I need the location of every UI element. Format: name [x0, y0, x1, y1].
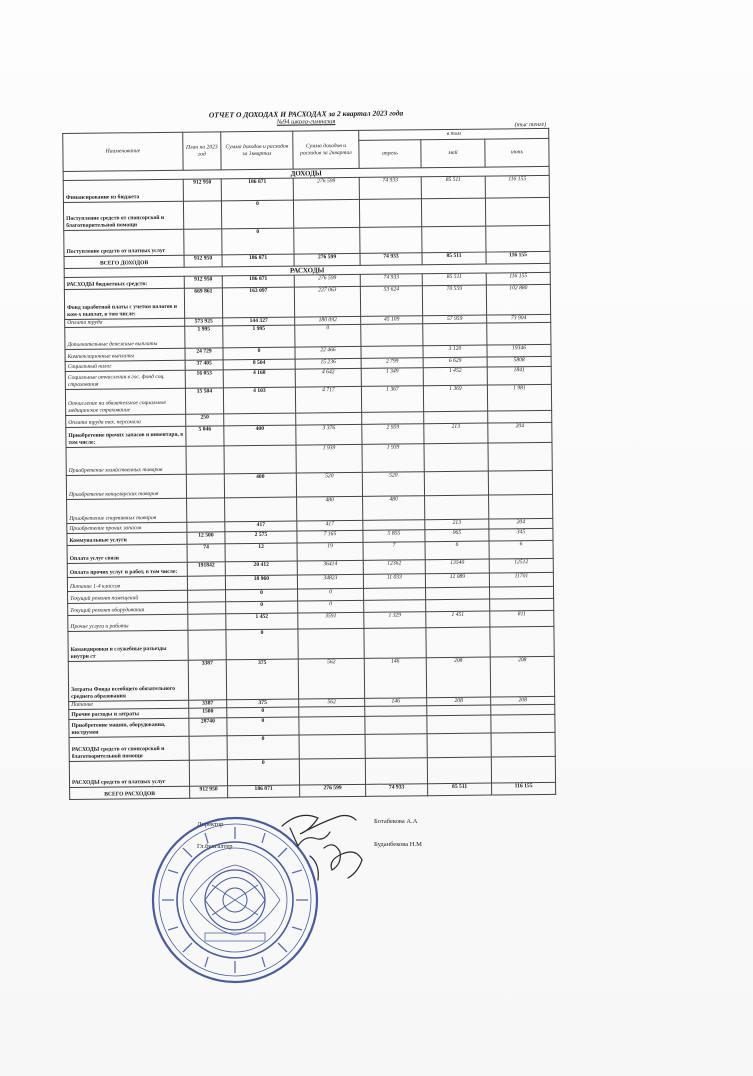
- cell-q1: 163 097: [222, 287, 294, 318]
- cell-q1: 0: [221, 200, 293, 229]
- cell-name: Текущий ремонт помещений: [68, 590, 188, 603]
- cell-q1: 0: [226, 601, 298, 614]
- cell-q1: 0: [227, 759, 299, 786]
- cell-may: 13540: [425, 559, 489, 574]
- cell-may: 12 089: [425, 573, 489, 588]
- cell-plan: 24 729: [185, 348, 223, 360]
- cell-may: [426, 599, 490, 612]
- cell-name: Затраты Фонда всеобщего обязательного среднего образования: [68, 660, 188, 701]
- cell-name: Финансирование из бюджета: [63, 179, 183, 202]
- cell-q2: 562: [299, 698, 365, 707]
- cell-may: 57 959: [423, 315, 487, 324]
- cell-name: Приобретение прочих запасов: [67, 522, 187, 533]
- cell-plan: 37 405: [185, 360, 223, 370]
- cell-name: Дополнительные денежные выплаты: [65, 326, 185, 349]
- cell-name: Приобретение спортивных товаров: [67, 498, 187, 523]
- cell-plan: 28740: [189, 718, 227, 736]
- cell-name: Оплата услуг связи: [67, 544, 187, 563]
- cell-q1: 186 871: [228, 785, 300, 798]
- cell-q2: 276 599: [293, 177, 359, 200]
- cell-q2: 36414: [297, 560, 363, 575]
- cell-q1: 186 871: [222, 275, 294, 288]
- units-note: (тыс тенге): [514, 121, 547, 129]
- cell-name: Оплата труда: [65, 318, 185, 327]
- cell-apr: 74 933: [366, 784, 428, 797]
- cell-may: [421, 198, 485, 227]
- header-april: апрель: [359, 140, 421, 169]
- cell-name: Приобретение машин, оборудования, инструмен: [69, 718, 189, 737]
- table-row: [68, 656, 554, 701]
- cell-jun: [488, 470, 552, 495]
- cell-q2: [293, 199, 359, 228]
- cell-q1: 186 871: [221, 178, 293, 201]
- cell-plan: [184, 229, 222, 255]
- cell-plan: [187, 522, 225, 532]
- cell-apr: [365, 716, 427, 735]
- cell-plan: 912 950: [184, 255, 222, 267]
- cell-apr: [364, 600, 426, 613]
- cell-jun: 116 155: [492, 782, 556, 795]
- cell-jun: 811: [490, 610, 554, 627]
- cell-apr: 2 959: [362, 424, 424, 445]
- cell-q2: 1 939: [296, 444, 362, 473]
- cell-may: 6: [425, 541, 489, 560]
- cell-jun: 1841: [487, 366, 551, 385]
- cell-apr: 11 033: [363, 574, 425, 589]
- cell-plan: 16 053: [185, 370, 223, 388]
- cell-apr: [363, 520, 425, 531]
- cell-q2: 3591: [298, 612, 364, 629]
- cell-may: 213: [425, 519, 489, 530]
- cell-jun: [491, 756, 555, 783]
- header-june: июнь: [485, 138, 549, 167]
- cell-q2: 480: [297, 496, 363, 521]
- header-incl: в том: [359, 128, 549, 140]
- cell-plan: 1 995: [185, 326, 223, 348]
- cell-apr: 1 939: [362, 444, 424, 473]
- cell-name: Приобретение прочих запасов и инвентаря, в том числе:: [66, 426, 186, 447]
- cell-plan: [189, 736, 227, 760]
- cell-q1: 400: [224, 473, 296, 498]
- cell-may: 208: [427, 697, 491, 706]
- cell-name: Прочие расходы и затраты: [69, 708, 189, 719]
- cell-name: Коммунальные услуги: [67, 532, 187, 545]
- cell-name: Фонд заработной платы с учетом налогов и ком-х выплат, в том числе:: [64, 288, 184, 319]
- cell-plan: [186, 474, 224, 498]
- cell-plan: 912 950: [184, 276, 222, 288]
- cell-apr: [365, 758, 427, 785]
- cell-jun: [489, 494, 553, 519]
- cell-plan: 12 500: [187, 532, 225, 544]
- cell-plan: [187, 576, 225, 590]
- cell-may: [423, 323, 487, 346]
- cell-may: 70 559: [422, 285, 486, 316]
- header-may: май: [421, 139, 485, 168]
- cell-q2: 4 642: [295, 368, 361, 387]
- cell-q1: 0: [226, 629, 298, 660]
- header-q1: Сумма доходов и расходов за 1квартал: [221, 131, 293, 170]
- cell-q2: [299, 734, 365, 759]
- cell-q1: 186 871: [222, 254, 294, 267]
- cell-plan: 5 046: [186, 426, 224, 446]
- cell-jun: 116 155: [485, 175, 549, 198]
- cell-may: 1 451: [426, 611, 490, 628]
- cell-apr: [364, 628, 426, 659]
- cell-q2: [298, 628, 364, 659]
- cell-plan: 912 950: [183, 179, 221, 201]
- cell-apr: 74 933: [360, 274, 422, 287]
- cell-apr: 146: [364, 658, 426, 699]
- cell-name: Приобретение хозяйственных товаров: [66, 446, 186, 475]
- cell-q1: 400: [224, 425, 296, 446]
- cell-apr: 1 367: [361, 386, 423, 413]
- cell-q2: 22 466: [295, 346, 361, 359]
- cell-plan: [188, 590, 226, 602]
- cell-plan: 250: [186, 414, 224, 426]
- accountant-role: Гл.бухгалтер: [197, 843, 233, 850]
- cell-q1: 0: [223, 347, 295, 360]
- cell-apr: [365, 706, 427, 717]
- cell-may: 85 511: [428, 783, 492, 796]
- cell-q1: 2 575: [225, 531, 297, 544]
- cell-q1: 12: [225, 543, 297, 562]
- cell-may: 213: [424, 423, 488, 444]
- cell-name: Приобретение канцелярских товаров: [66, 474, 186, 499]
- cell-apr: [364, 588, 426, 601]
- cell-name: РАСХОДЫ средств от платных услуг: [69, 760, 189, 787]
- cell-q1: 0: [227, 717, 299, 736]
- cell-jun: 102 880: [486, 284, 550, 315]
- cell-plan: [186, 446, 224, 474]
- cell-plan: 74: [187, 544, 225, 562]
- cell-name: ВСЕГО ДОХОДОВ: [64, 255, 184, 268]
- cell-q2: 0: [298, 600, 364, 613]
- cell-q1: 0: [222, 228, 294, 255]
- header-name: Наименование: [63, 132, 183, 171]
- cell-plan: [188, 602, 226, 614]
- director-name: Ботабекова А.А: [374, 818, 418, 825]
- cell-q1: 4 168: [223, 369, 295, 388]
- cell-jun: 6: [489, 540, 553, 559]
- cell-q2: [296, 412, 362, 425]
- cell-q2: 0: [295, 324, 361, 347]
- cell-q1: 144 327: [223, 317, 295, 326]
- cell-plan: [188, 630, 226, 660]
- cell-jun: [490, 598, 554, 611]
- cell-q2: 276 599: [300, 784, 366, 797]
- cell-apr: 1 329: [364, 612, 426, 629]
- cell-q1: 20 412: [225, 561, 297, 576]
- cell-jun: 204: [488, 422, 552, 443]
- cell-apr: 45 109: [361, 316, 423, 325]
- cell-jun: 5808: [487, 356, 551, 367]
- cell-jun: [491, 714, 555, 733]
- cell-apr: 53 624: [360, 286, 422, 317]
- cell-may: 3 120: [423, 345, 487, 358]
- cell-plan: 3387: [189, 700, 227, 708]
- cell-q1: 8 504: [223, 359, 295, 370]
- cell-q2: 276 599: [294, 253, 360, 266]
- cell-name: Отчисление на обязательное социальное медицинское страхование: [65, 388, 185, 415]
- cell-apr: [359, 199, 421, 228]
- cell-jun: [491, 704, 555, 715]
- cell-may: 6 629: [423, 357, 487, 368]
- cell-may: 965: [425, 529, 489, 542]
- cell-name: РАСХОДЫ средств от спонсорской и благотворительной помощи: [69, 736, 189, 761]
- cell-jun: 208: [490, 656, 554, 697]
- cell-may: [427, 733, 491, 758]
- cell-jun: [487, 322, 551, 345]
- cell-may: [424, 411, 488, 424]
- cell-jun: 12512: [489, 558, 553, 573]
- cell-jun: [488, 442, 552, 471]
- cell-q2: 7 165: [297, 530, 363, 543]
- cell-jun: [490, 626, 554, 657]
- cell-jun: [485, 197, 549, 226]
- signature-icon: [270, 808, 390, 898]
- cell-may: [422, 226, 486, 253]
- cell-q2: [299, 716, 365, 735]
- cell-may: [426, 587, 490, 600]
- cell-q2: 19: [297, 542, 363, 561]
- cell-plan: 15 504: [185, 388, 223, 414]
- cell-jun: 11701: [489, 572, 553, 587]
- header-q2: Сумма доходов и расходов за 2квартал: [293, 130, 359, 169]
- cell-jun: [488, 410, 552, 423]
- cell-name: Социальный налог: [65, 360, 185, 371]
- cell-plan: 669 861: [184, 288, 222, 318]
- cell-q2: [299, 706, 365, 717]
- accountant-name: Буданбекова Н.М: [374, 841, 422, 848]
- cell-q2: 180 092: [295, 316, 361, 325]
- cell-apr: [361, 324, 423, 347]
- cell-q2: 15 236: [295, 358, 361, 369]
- cell-q1: 1 452: [226, 613, 298, 630]
- cell-may: [426, 627, 490, 658]
- cell-q2: 227 063: [294, 286, 360, 317]
- cell-apr: [360, 227, 422, 254]
- director-role: Директор: [197, 821, 224, 828]
- cell-q1: 4 103: [223, 387, 295, 414]
- cell-q1: 375: [226, 659, 298, 700]
- section-expenses: РАСХОДЫ: [64, 263, 550, 277]
- cell-may: [427, 715, 491, 734]
- cell-name: Прочие услуги и работы: [68, 614, 188, 631]
- cell-plan: [189, 760, 227, 786]
- cell-name: Оплата труда тех. персонала: [66, 414, 186, 427]
- cell-plan: 573 925: [185, 318, 223, 326]
- cell-q1: 1 995: [223, 325, 295, 348]
- cell-jun: 345: [489, 528, 553, 541]
- cell-q1: 417: [225, 521, 297, 532]
- report-title: ОТЧЕТ О ДОХОДАХ И РАСХОДАХ за 2 квартал 2023 года: [208, 108, 404, 120]
- cell-apr: 7: [363, 542, 425, 561]
- cell-plan: [188, 614, 226, 630]
- cell-q2: 34823: [297, 574, 363, 589]
- cell-may: [427, 757, 491, 784]
- cell-may: [424, 443, 488, 472]
- cell-may: 85 511: [421, 176, 485, 199]
- cell-name: Социальные отчисления в гос. фонд соц. страхования: [65, 370, 185, 389]
- cell-jun: 73 904: [487, 314, 551, 323]
- cell-may: [427, 705, 491, 716]
- cell-apr: 520: [362, 472, 424, 497]
- cell-may: 1 452: [423, 367, 487, 386]
- cell-q2: 417: [297, 520, 363, 531]
- cell-plan: 912 950: [190, 786, 228, 798]
- cell-q2: 520: [296, 472, 362, 497]
- cell-jun: [486, 225, 550, 252]
- cell-q1: [224, 445, 296, 474]
- cell-name: Питание: [69, 700, 189, 709]
- cell-jun: 116 155: [486, 272, 550, 285]
- table-body: [63, 166, 556, 799]
- cell-jun: 208: [491, 696, 555, 705]
- cell-q2: 562: [298, 658, 364, 699]
- cell-name: Компенсационные выплаты: [65, 348, 185, 361]
- cell-name: ВСЕГО РАСХОДОВ: [70, 786, 190, 799]
- cell-apr: [365, 734, 427, 759]
- cell-q2: 3 376: [296, 424, 362, 445]
- cell-name: Текущий ремонт оборудования: [68, 602, 188, 615]
- cell-may: 85 511: [422, 252, 486, 265]
- cell-apr: 1 349: [361, 368, 423, 387]
- cell-plan: [187, 498, 225, 522]
- cell-q1: 375: [227, 699, 299, 708]
- cell-q2: [294, 227, 360, 254]
- cell-plan: 1500: [189, 708, 227, 718]
- cell-apr: 480: [363, 496, 425, 521]
- cell-apr: 5 855: [363, 530, 425, 543]
- cell-jun: 116 155: [486, 251, 550, 264]
- header-plan: План на 2023 год: [183, 132, 221, 170]
- cell-name: Питание 1-4 классов: [67, 576, 187, 591]
- cell-name: Поступление средств от платных услуг: [64, 229, 184, 256]
- section-income: ДОХОДЫ: [63, 166, 549, 180]
- cell-q2: 276 599: [294, 274, 360, 287]
- cell-may: [425, 495, 489, 520]
- cell-jun: [489, 586, 553, 599]
- cell-q1: 0: [226, 589, 298, 602]
- report-document: [62, 107, 557, 800]
- cell-name: Командировки и служебные разъезды внутри ст: [68, 630, 188, 661]
- cell-plan: 3387: [188, 660, 226, 700]
- cell-q2: [299, 758, 365, 785]
- cell-q2: 4 717: [295, 386, 361, 413]
- cell-may: 1 369: [423, 385, 487, 412]
- cell-apr: 74 933: [360, 253, 422, 266]
- cell-plan: [183, 201, 221, 229]
- cell-plan: 191842: [187, 562, 225, 576]
- cell-may: [424, 471, 488, 496]
- cell-apr: 2 799: [361, 358, 423, 369]
- cell-apr: 12362: [363, 560, 425, 575]
- cell-name: Поступление средств от спонсорской и благотворительной помощи: [63, 201, 183, 230]
- cell-q1: 18 960: [225, 575, 297, 590]
- cell-apr: 74 933: [359, 177, 421, 200]
- cell-name: РАСХОДЫ бюджетных средств:: [64, 276, 184, 289]
- cell-apr: [362, 412, 424, 425]
- cell-apr: [361, 346, 423, 359]
- cell-apr: 146: [365, 698, 427, 707]
- cell-may: 85 511: [422, 273, 486, 286]
- report-subtitle: №94 школа-гимназия: [276, 118, 336, 126]
- cell-name: Оплата прочих услуг и работ, в том числе:: [67, 562, 187, 577]
- cell-jun: 19346: [487, 344, 551, 357]
- cell-jun: 1 981: [487, 384, 551, 411]
- cell-jun: [491, 732, 555, 757]
- cell-q1: 0: [227, 707, 299, 718]
- income-expense-table: [62, 128, 556, 800]
- cell-jun: 204: [489, 518, 553, 529]
- cell-q1: [224, 413, 296, 426]
- cell-q2: 0: [298, 588, 364, 601]
- cell-q1: [225, 497, 297, 522]
- cell-q1: 0: [227, 735, 299, 760]
- cell-may: 208: [426, 657, 490, 698]
